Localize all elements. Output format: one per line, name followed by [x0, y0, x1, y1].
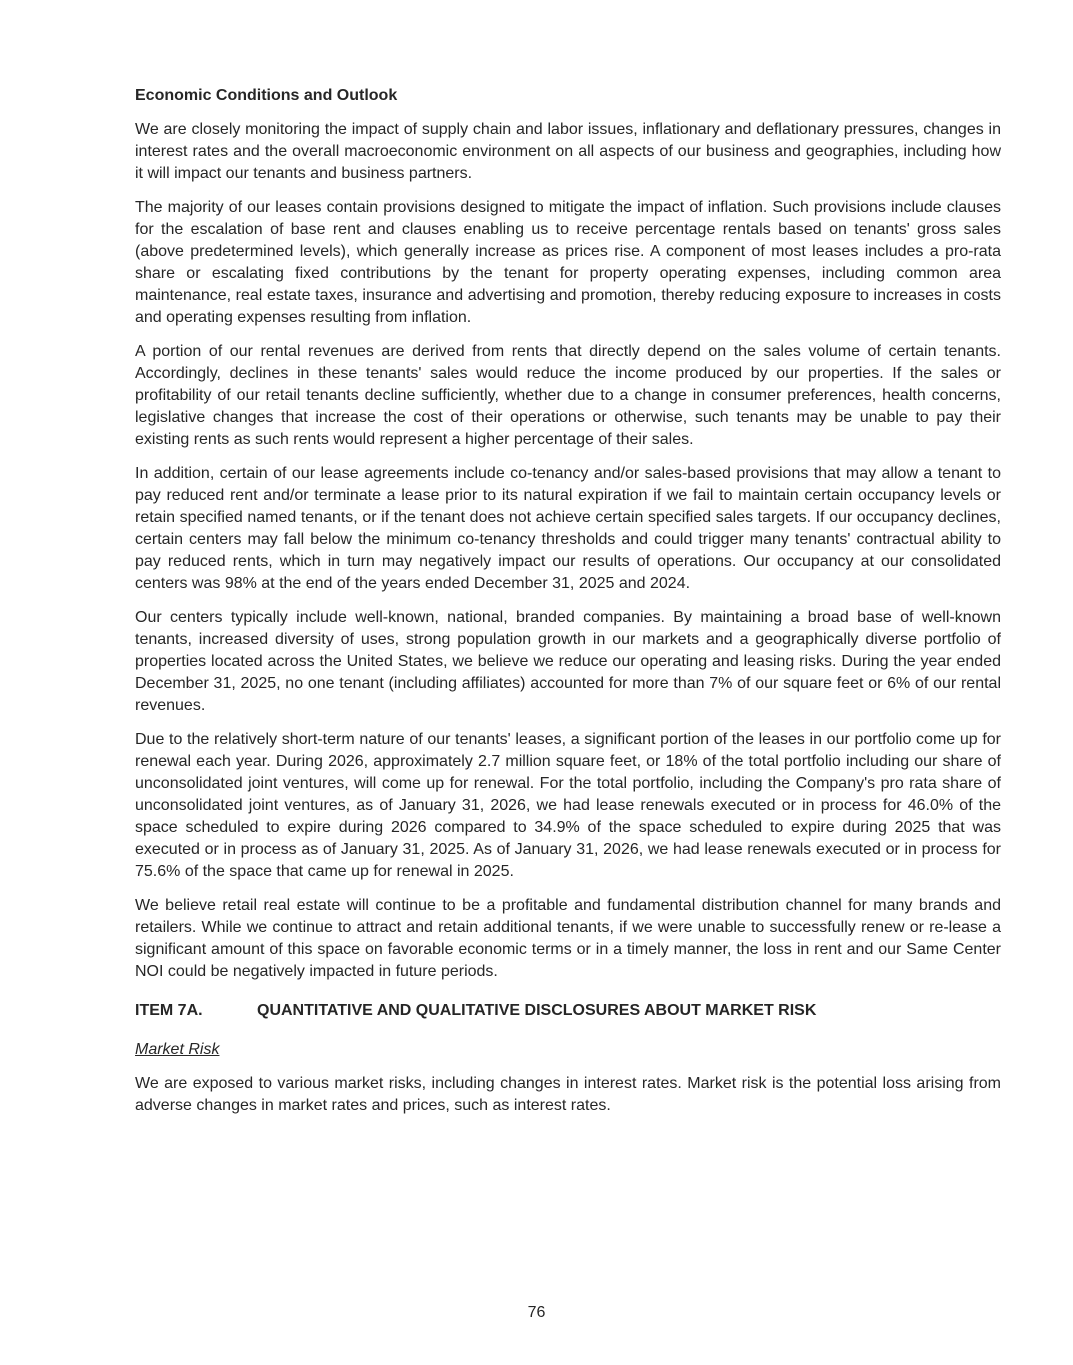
market-risk-heading: Market Risk — [135, 1041, 220, 1058]
paragraph-monitoring-impact: We are closely monitoring the impact of supply chain and labor issues, inflationary and deflationary pressures, changes in interest rates and the overall macroeconomic environment on all aspects of our business and geographies, including how it will impact our tenants and business partners. — [135, 121, 1001, 182]
paragraph-lease-renewals: Due to the relatively short-term nature of our tenants' leases, a significant portion of the leases in our portfolio come up for renewal each year. During 2026, approximately 2.7 million square feet, or 18% of the total portfolio including our share of unconsolidated joint ventures, will come up for renewal. For the total portfolio, including the Company's pro rata share of unconsolidated joint ventures, as of January 31, 2026, we had lease renewals executed or in process for 46.0% of the space scheduled to expire during 2026 compared to 34.9% of the space scheduled to expire during 2025 that was executed or in process as of January 31, 2025. As of January 31, 2026, we had lease renewals executed or in process for 75.6% of the space that came up for renewal in 2025. — [135, 731, 1001, 880]
item-7a-label: ITEM 7A. — [135, 1002, 203, 1019]
paragraph-lease-provisions: The majority of our leases contain provisions designed to mitigate the impact of inflation. Such provisions include clauses for the escalation of base rent and clauses enabling us to receive percentage rentals based on tenants' gross sales (above predetermined levels), which generally increase as prices rise. A component of most leases includes a pro-rata share or escalating fixed contributions by the tenant for property operating expenses, including common area maintenance, real estate taxes, insurance and advertising and promotion, thereby reducing exposure to increases in costs and operating expenses resulting from inflation. — [135, 199, 1001, 326]
paragraph-co-tenancy: In addition, certain of our lease agreements include co-tenancy and/or sales-based provisions that may allow a tenant to pay reduced rent and/or terminate a lease prior to its natural expiration if we fail to maintain certain occupancy levels or retain specified named tenants, or if the tenant does not achieve certain specified sales targets. If our occupancy declines, certain centers may fall below the minimum co-tenancy thresholds and could trigger many tenants' contractual ability to pay reduced rents, which in turn may negatively impact our results of operations. Our occupancy at our consolidated centers was 98% at the end of the years ended December 31, 2025 and 2024. — [135, 465, 1001, 592]
paragraph-rental-revenues: A portion of our rental revenues are derived from rents that directly depend on the sales volume of certain tenants. Accordingly, declines in these tenants' sales would reduce the income produced by our properties. If the sales or profitability of our retail tenants decline sufficiently, whether due to a change in consumer preferences, health concerns, legislative changes that increase the cost of their operations or otherwise, such tenants may be unable to pay their existing rents as such rents would represent a higher percentage of their sales. — [135, 343, 1001, 448]
page-number: 76 — [527, 1304, 546, 1321]
page-content — [135, 85, 1001, 1117]
item-7a-heading — [135, 1000, 1001, 1022]
market-risk-heading-row — [135, 1039, 1001, 1061]
paragraph-market-risk: We are exposed to various market risks, including changes in interest rates. Market risk is the potential loss arising from adverse changes in market rates and prices, such as interest rates. — [135, 1075, 1001, 1114]
paragraph-retail-outlook: We believe retail real estate will continue to be a profitable and fundamental distribution channel for many brands and retailers. While we continue to attract and retain additional tenants, if we were unable to successfully renew or re-lease a significant amount of this space on favorable economic terms or in a timely manner, the loss in rent and our Same Center NOI could be negatively impacted in future periods. — [135, 897, 1001, 980]
item-7a-title: QUANTITATIVE AND QUALITATIVE DISCLOSURES ABOUT MARKET RISK — [257, 1002, 817, 1019]
paragraph-tenant-diversity: Our centers typically include well-known, national, branded companies. By maintaining a broad base of well-known tenants, increased diversity of uses, strong population growth in our markets and a geographically diverse portfolio of properties located across the United States, we believe we reduce our operating and leasing risks. During the year ended December 31, 2025, no one tenant (including affiliates) accounted for more than 7% of our square feet or 6% of our rental revenues. — [135, 609, 1001, 714]
section-heading-economic-conditions: Economic Conditions and Outlook — [135, 87, 398, 104]
